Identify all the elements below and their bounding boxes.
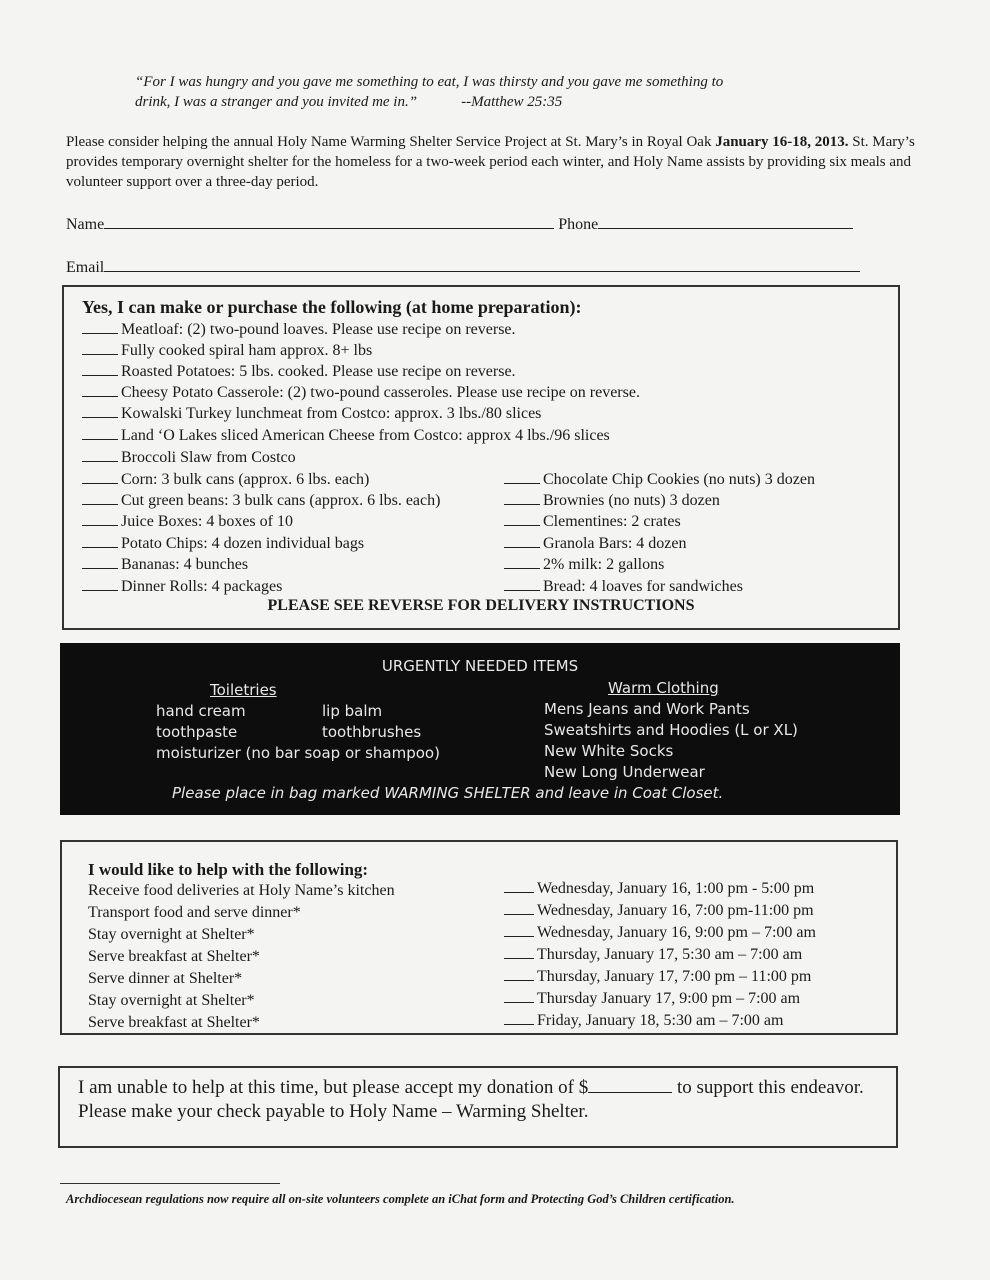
food-item-blank[interactable] bbox=[504, 535, 540, 548]
urgent-drop-note: Please place in bag marked WARMING SHELTER and leave in Coat Closet. bbox=[172, 784, 724, 802]
delivery-instructions-note: PLEASE SEE REVERSE FOR DELIVERY INSTRUCTIONS bbox=[267, 597, 695, 614]
quote-reference: --Matthew 25:35 bbox=[461, 94, 563, 110]
food-item: Cheesy Potato Casserole: (2) two-pound casseroles. Please use recipe on reverse. bbox=[82, 384, 640, 402]
help-task: Serve breakfast at Shelter* bbox=[88, 948, 260, 965]
intro-text-a: Please consider helping the annual Holy Name Warming Shelter Service Project at St. Mary’s in Royal Oak bbox=[66, 134, 716, 150]
food-item-blank[interactable] bbox=[82, 405, 118, 418]
clothing-item: Mens Jeans and Work Pants bbox=[544, 700, 750, 718]
toiletry-item: toothbrushes bbox=[322, 723, 422, 741]
food-item-blank[interactable] bbox=[82, 363, 118, 376]
email-field[interactable] bbox=[104, 257, 860, 272]
food-item-blank[interactable] bbox=[82, 513, 118, 526]
food-item: Granola Bars: 4 dozen bbox=[504, 535, 687, 553]
food-item-blank[interactable] bbox=[82, 427, 118, 440]
help-slot: Friday, January 18, 5:30 am – 7:00 am bbox=[504, 1012, 783, 1030]
help-slot-blank[interactable] bbox=[504, 946, 534, 959]
email-label: Email bbox=[66, 259, 105, 276]
help-task: Serve breakfast at Shelter* bbox=[88, 1014, 260, 1031]
phone-field[interactable] bbox=[598, 214, 853, 229]
name-phone-row bbox=[66, 214, 853, 234]
help-slot-blank[interactable] bbox=[504, 924, 534, 937]
food-item: Clementines: 2 crates bbox=[504, 513, 681, 531]
food-item: 2% milk: 2 gallons bbox=[504, 556, 664, 574]
food-item-blank[interactable] bbox=[82, 578, 118, 591]
food-item-blank[interactable] bbox=[82, 471, 118, 484]
food-heading: Yes, I can make or purchase the following (at home preparation): bbox=[82, 297, 582, 317]
quote-line-2: drink, I was a stranger and you invited me in.” bbox=[135, 94, 418, 110]
food-item: Roasted Potatoes: 5 lbs. cooked. Please use recipe on reverse. bbox=[82, 363, 516, 381]
help-slot-blank[interactable] bbox=[504, 968, 534, 981]
food-item-blank[interactable] bbox=[504, 578, 540, 591]
toiletry-item: toothpaste bbox=[156, 723, 238, 741]
food-item-blank[interactable] bbox=[504, 492, 540, 505]
intro-text-b: St. Mary’s provides temporary overnight shelter for the homeless for a two-week period each winter, and Holy Name assists by providing six meals and volunteer support over a three-day period. bbox=[66, 134, 915, 190]
quote-line-1: “For I was hungry and you gave me something to eat, I was thirsty and you gave me something to bbox=[135, 74, 724, 90]
food-item: Cut green beans: 3 bulk cans (approx. 6 lbs. each) bbox=[82, 492, 440, 510]
name-label: Name bbox=[66, 216, 105, 233]
help-task: Receive food deliveries at Holy Name’s kitchen bbox=[88, 882, 395, 899]
food-item-blank[interactable] bbox=[504, 513, 540, 526]
scripture-quote bbox=[135, 72, 855, 112]
help-slot: Wednesday, January 16, 7:00 pm-11:00 pm bbox=[504, 902, 814, 920]
phone-label: Phone bbox=[558, 216, 599, 233]
help-task: Stay overnight at Shelter* bbox=[88, 926, 255, 943]
clothing-item: New White Socks bbox=[544, 742, 674, 760]
help-slot-blank[interactable] bbox=[504, 1012, 534, 1025]
food-item: Meatloaf: (2) two-pound loaves. Please use recipe on reverse. bbox=[82, 321, 516, 339]
help-task: Stay overnight at Shelter* bbox=[88, 992, 255, 1009]
intro-paragraph bbox=[66, 132, 916, 192]
food-item: Land ‘O Lakes sliced American Cheese from Costco: approx 4 lbs./96 slices bbox=[82, 427, 610, 445]
food-item: Chocolate Chip Cookies (no nuts) 3 dozen bbox=[504, 471, 815, 489]
help-task: Serve dinner at Shelter* bbox=[88, 970, 243, 987]
donation-text bbox=[78, 1076, 888, 1124]
food-item-blank[interactable] bbox=[504, 556, 540, 569]
food-item: Bananas: 4 bunches bbox=[82, 556, 248, 574]
footnote-rule bbox=[60, 1183, 280, 1184]
food-item: Kowalski Turkey lunchmeat from Costco: approx. 3 lbs./80 slices bbox=[82, 405, 541, 423]
clothing-heading: Warm Clothing bbox=[608, 679, 719, 697]
food-item-blank[interactable] bbox=[82, 556, 118, 569]
food-item-blank[interactable] bbox=[82, 384, 118, 397]
food-signup-box bbox=[62, 285, 900, 630]
food-item-blank[interactable] bbox=[82, 492, 118, 505]
toiletries-heading: Toiletries bbox=[210, 681, 277, 699]
donation-box bbox=[58, 1066, 898, 1148]
donation-text-b: to support this endeavor. Please make your check payable to Holy Name – Warming Shelter. bbox=[78, 1077, 864, 1122]
help-slot: Wednesday, January 16, 9:00 pm – 7:00 am bbox=[504, 924, 816, 942]
food-item: Potato Chips: 4 dozen individual bags bbox=[82, 535, 364, 553]
help-slot: Thursday January 17, 9:00 pm – 7:00 am bbox=[504, 990, 800, 1008]
volunteer-signup-box bbox=[60, 840, 898, 1035]
food-item: Fully cooked spiral ham approx. 8+ lbs bbox=[82, 342, 372, 360]
name-field[interactable] bbox=[104, 214, 554, 229]
toiletry-item: moisturizer (no bar soap or shampoo) bbox=[156, 744, 440, 762]
clothing-item: New Long Underwear bbox=[544, 763, 705, 781]
toiletry-item: lip balm bbox=[322, 702, 383, 720]
food-item: Dinner Rolls: 4 packages bbox=[82, 578, 282, 596]
urgent-title: URGENTLY NEEDED ITEMS bbox=[381, 657, 579, 675]
intro-dates: January 16-18, 2013. bbox=[715, 134, 849, 150]
help-slot: Wednesday, January 16, 1:00 pm - 5:00 pm bbox=[504, 880, 814, 898]
donation-amount-field[interactable] bbox=[588, 1078, 672, 1093]
food-item: Broccoli Slaw from Costco bbox=[82, 449, 296, 467]
footnote: Archdiocesean regulations now require all on-site volunteers complete an iChat form and Protecting God’s Children certification. bbox=[66, 1192, 735, 1206]
food-item: Brownies (no nuts) 3 dozen bbox=[504, 492, 720, 510]
urgent-items-panel bbox=[60, 643, 900, 815]
food-item: Bread: 4 loaves for sandwiches bbox=[504, 578, 743, 596]
help-slot: Thursday, January 17, 7:00 pm – 11:00 pm bbox=[504, 968, 811, 986]
donation-text-a: I am unable to help at this time, but please accept my donation of $ bbox=[78, 1077, 589, 1098]
email-row bbox=[66, 257, 860, 277]
food-item: Juice Boxes: 4 boxes of 10 bbox=[82, 513, 293, 531]
food-item-blank[interactable] bbox=[82, 342, 118, 355]
food-item-blank[interactable] bbox=[82, 535, 118, 548]
help-slot-blank[interactable] bbox=[504, 880, 534, 893]
help-heading: I would like to help with the following: bbox=[88, 860, 369, 879]
toiletry-item: hand cream bbox=[156, 702, 246, 720]
food-item-blank[interactable] bbox=[504, 471, 540, 484]
help-slot-blank[interactable] bbox=[504, 902, 534, 915]
help-slot: Thursday, January 17, 5:30 am – 7:00 am bbox=[504, 946, 802, 964]
food-item-blank[interactable] bbox=[82, 321, 118, 334]
food-item-blank[interactable] bbox=[82, 449, 118, 462]
clothing-item: Sweatshirts and Hoodies (L or XL) bbox=[544, 721, 798, 739]
food-item: Corn: 3 bulk cans (approx. 6 lbs. each) bbox=[82, 471, 369, 489]
help-slot-blank[interactable] bbox=[504, 990, 534, 1003]
help-task: Transport food and serve dinner* bbox=[88, 904, 301, 921]
